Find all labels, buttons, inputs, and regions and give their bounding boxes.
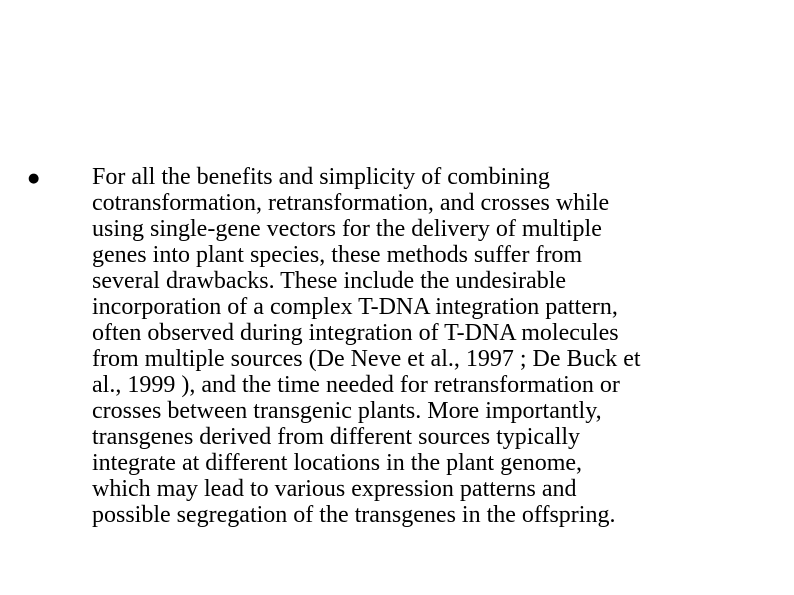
paragraph-line: several drawbacks. These include the undesirable bbox=[92, 268, 567, 294]
paragraph-line: incorporation of a complex T-DNA integration pattern, bbox=[92, 294, 618, 320]
paragraph-line: integrate at different locations in the plant genome, bbox=[92, 450, 583, 476]
paragraph-line: possible segregation of the transgenes in the offspring. bbox=[92, 502, 616, 528]
paragraph-line: crosses between transgenic plants. More importantly, bbox=[92, 398, 602, 424]
paragraph-line: For all the benefits and simplicity of combining bbox=[92, 164, 550, 190]
paragraph-line: transgenes derived from different sources typically bbox=[92, 424, 581, 450]
paragraph-line: often observed during integration of T-DNA molecules bbox=[92, 320, 619, 346]
paragraph-line: which may lead to various expression patterns and bbox=[92, 476, 577, 502]
paragraph-line: cotransformation, retransformation, and crosses while bbox=[92, 190, 610, 216]
paragraph-line: al., 1999 ), and the time needed for retransformation or bbox=[92, 372, 620, 398]
paragraph-line: using single-gene vectors for the delivery of multiple bbox=[92, 216, 602, 242]
paragraph-text bbox=[92, 164, 758, 528]
paragraph-line: from multiple sources (De Neve et al., 1997 ; De Buck et bbox=[92, 346, 641, 372]
bullet-item bbox=[28, 164, 758, 528]
bullet-icon: ● bbox=[28, 171, 40, 186]
paragraph-line: genes into plant species, these methods suffer from bbox=[92, 242, 583, 268]
